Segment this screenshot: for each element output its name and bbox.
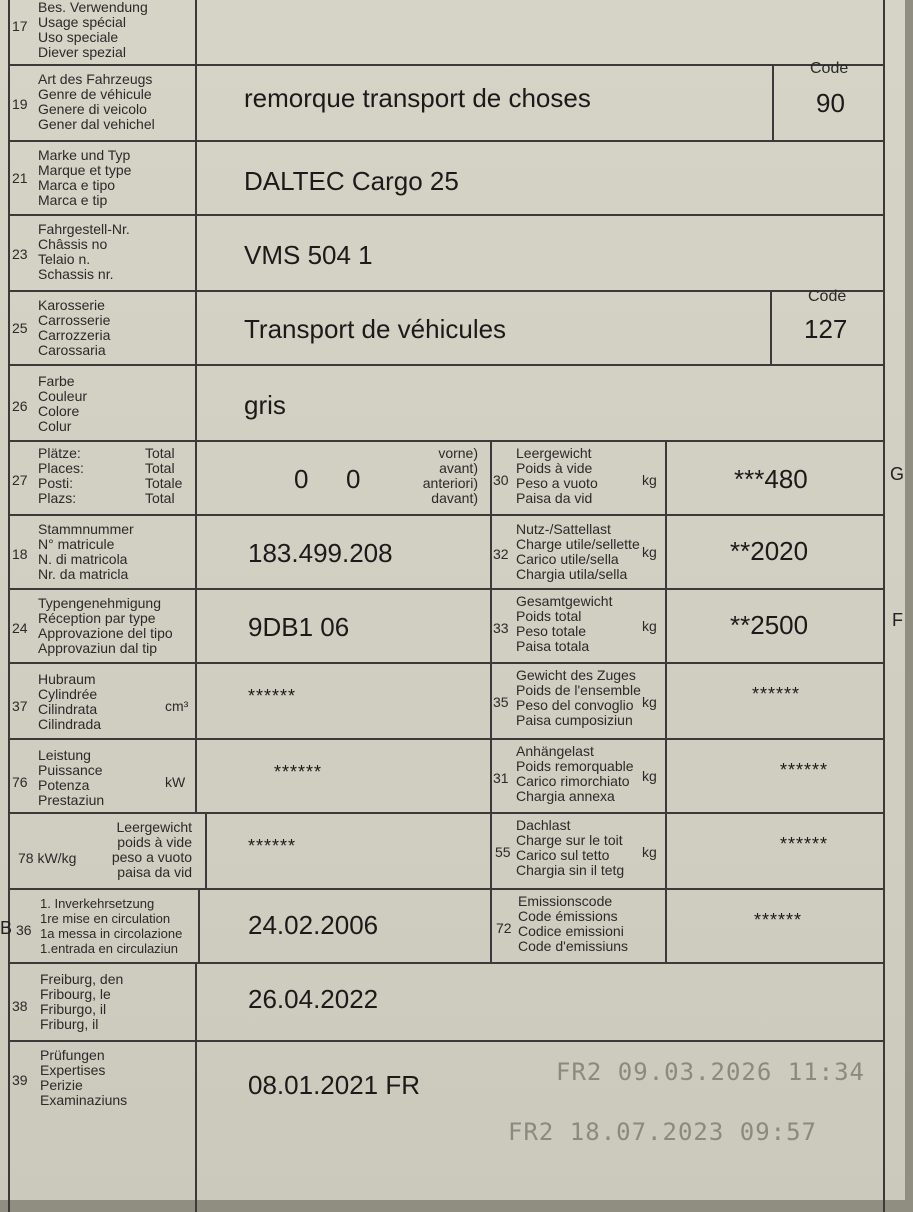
matricule-value: 183.499.208 xyxy=(248,538,393,568)
label-fr: N° matricule xyxy=(38,536,115,552)
row-matricule-payload xyxy=(8,516,885,590)
field-number: 37 xyxy=(12,698,28,714)
field-labels xyxy=(38,298,110,358)
field-number: 26 xyxy=(12,398,28,414)
field-labels xyxy=(516,668,641,728)
field-number: 19 xyxy=(12,96,28,112)
label-rm: Colur xyxy=(38,418,72,434)
field-number: 36 xyxy=(16,922,32,938)
column-divider xyxy=(490,814,492,888)
field-labels xyxy=(40,896,182,956)
label-de: Emissionscode xyxy=(518,893,613,909)
emissions-code-value: ****** xyxy=(754,910,803,930)
label-rm: Code d'emissiuns xyxy=(518,938,629,954)
label-rm: Diever spezial xyxy=(38,44,126,60)
issue-date-value: 26.04.2022 xyxy=(248,984,379,1014)
field-number: 39 xyxy=(12,1072,28,1088)
field-labels xyxy=(38,522,134,582)
field-labels xyxy=(38,672,101,732)
roof-load-value: ****** xyxy=(780,834,829,854)
column-divider xyxy=(490,890,492,962)
label-rm: Paisa cumposiziun xyxy=(516,712,633,728)
column-divider xyxy=(195,590,197,662)
row-type-approval-total-weight xyxy=(8,590,885,664)
trailer-load-value: ****** xyxy=(780,760,829,780)
field-labels xyxy=(38,748,104,808)
field-labels xyxy=(516,744,634,804)
label-fr: Code émissions xyxy=(518,908,618,924)
column-divider xyxy=(195,66,197,140)
inspection-stamp-older: FR2 18.07.2023 09:57 xyxy=(508,1118,817,1146)
label-rm: Approvaziun dal tip xyxy=(38,640,158,656)
field-labels xyxy=(516,818,624,878)
unit-kw: kW xyxy=(165,774,186,790)
code-divider xyxy=(770,292,772,364)
row-make-model xyxy=(8,142,885,216)
label-it: Peso del convoglio xyxy=(516,697,634,713)
column-divider xyxy=(195,442,197,514)
row-seats-empty-weight xyxy=(8,442,885,516)
field-number: 27 xyxy=(12,472,28,488)
column-divider xyxy=(490,516,492,588)
label-it: Carrozzeria xyxy=(38,327,111,343)
power-ratio-value: ****** xyxy=(248,836,297,856)
vehicle-type-value: remorque transport de choses xyxy=(244,83,591,113)
front-fr: avant) xyxy=(439,460,478,476)
field-number: 33 xyxy=(493,620,509,636)
row-power-trailer-load xyxy=(8,740,885,814)
field-labels xyxy=(38,222,130,282)
front-labels xyxy=(398,446,478,506)
label-rm: Cilindrada xyxy=(38,716,102,732)
label-rm: Prestaziun xyxy=(38,792,105,808)
label-rm: Marca e tip xyxy=(38,192,108,208)
label-it: Peso a vuoto xyxy=(516,475,598,491)
label-it: Potenza xyxy=(38,777,90,793)
total-labels xyxy=(145,446,182,506)
label-fr: Usage spécial xyxy=(38,14,126,30)
label-fr: 1re mise en circulation xyxy=(40,911,171,926)
label-fr: Expertises xyxy=(40,1062,106,1078)
label-rm: Chargia sin il tetg xyxy=(516,862,625,878)
row-displacement-train-weight xyxy=(8,664,885,740)
label-de: Hubraum xyxy=(38,671,96,687)
label-it: Uso speciale xyxy=(38,29,119,45)
label-it: Telaio n. xyxy=(38,251,91,267)
label-rm: Plazs: xyxy=(38,490,77,506)
field-labels xyxy=(40,972,123,1032)
field-labels xyxy=(38,0,148,60)
front-it: anteriori) xyxy=(422,475,478,491)
make-model-value: DALTEC Cargo 25 xyxy=(244,166,459,196)
type-approval-value: 9DB1 06 xyxy=(248,612,350,642)
label-it: N. di matricola xyxy=(38,551,128,567)
label-fr: Fribourg, le xyxy=(40,986,111,1002)
column-divider xyxy=(195,964,197,1040)
label-fr: Carrosserie xyxy=(38,312,111,328)
label-it: peso a vuoto xyxy=(111,849,192,865)
label-de: Leergewicht xyxy=(116,819,192,835)
total-weight-value: **2500 xyxy=(730,610,809,640)
column-divider xyxy=(195,1042,197,1212)
unit-kg: kg xyxy=(642,618,657,634)
label-rm: Paisa da vid xyxy=(516,490,593,506)
row-body xyxy=(8,288,885,366)
label-it: Friburgo, il xyxy=(40,1001,107,1017)
column-divider xyxy=(490,740,492,812)
label-it: Marca e tipo xyxy=(38,177,116,193)
label-de: Fahrgestell-Nr. xyxy=(38,221,130,237)
field-labels xyxy=(516,522,640,582)
label-rm: Gener dal vehichel xyxy=(38,116,155,132)
label-it: Approvazione del tipo xyxy=(38,625,173,641)
field-number: 35 xyxy=(493,694,509,710)
field-number: 23 xyxy=(12,246,28,262)
label-fr: Marque et type xyxy=(38,162,132,178)
field-labels xyxy=(516,594,612,654)
empty-weight-value: ***480 xyxy=(734,464,808,494)
first-registration-value: 24.02.2006 xyxy=(248,910,379,940)
row-color xyxy=(8,366,885,442)
field-labels xyxy=(38,596,173,656)
label-de: Art des Fahrzeugs xyxy=(38,71,153,87)
inspection-value: 08.01.2021 FR xyxy=(248,1070,421,1100)
label-de: Freiburg, den xyxy=(40,971,124,987)
column-divider xyxy=(195,216,197,290)
label-de: Prüfungen xyxy=(40,1047,105,1063)
label-fr: Couleur xyxy=(38,388,88,404)
color-value: gris xyxy=(244,390,286,420)
field-labels xyxy=(518,894,628,954)
label-de: Gewicht des Zuges xyxy=(516,667,636,683)
label-it: Genere di veicolo xyxy=(38,101,147,117)
label-de: Karosserie xyxy=(38,297,105,313)
column-divider xyxy=(490,664,492,738)
row-power-ratio-roof-load xyxy=(8,814,885,890)
label-rm: Chargia utila/sella xyxy=(516,566,628,582)
code-value: 90 xyxy=(816,88,845,118)
column-divider xyxy=(665,814,667,888)
field-number: 55 xyxy=(495,844,511,860)
column-divider xyxy=(198,890,200,962)
column-divider xyxy=(665,664,667,738)
label-rm: paisa da vid xyxy=(117,864,192,880)
code-label: Code xyxy=(808,288,847,305)
seats-front-value: 0 xyxy=(346,464,361,494)
total-fr: Total xyxy=(145,460,175,476)
label-it: Carico rimorchiato xyxy=(516,773,630,789)
total-it: Totale xyxy=(145,475,183,491)
label-it: Carico sul tetto xyxy=(516,847,610,863)
label-fr: Charge utile/sellette xyxy=(516,536,640,552)
unit-cm3: cm³ xyxy=(165,698,189,714)
label-fr: Poids remorquable xyxy=(516,758,634,774)
row-first-registration-emissions xyxy=(8,890,885,964)
field-number: 32 xyxy=(493,546,509,562)
code-divider xyxy=(772,66,774,140)
field-labels xyxy=(106,820,192,880)
field-number: 38 xyxy=(12,998,28,1014)
column-divider xyxy=(195,0,197,64)
column-divider xyxy=(665,590,667,662)
column-divider xyxy=(665,740,667,812)
column-divider xyxy=(195,292,197,364)
payload-value: **2020 xyxy=(730,536,809,566)
column-divider xyxy=(195,664,197,738)
label-de: Bes. Verwendung xyxy=(38,0,148,15)
column-divider xyxy=(490,590,492,662)
field-number: 72 xyxy=(496,920,512,936)
label-de: Anhängelast xyxy=(516,743,594,759)
label-de: Dachlast xyxy=(516,817,571,833)
field-number: 17 xyxy=(12,18,28,34)
label-fr: Poids total xyxy=(516,608,582,624)
margin-letter-b: B xyxy=(0,918,13,938)
code-label: Code xyxy=(810,60,849,77)
body-value: Transport de véhicules xyxy=(244,314,507,344)
column-divider xyxy=(665,442,667,514)
label-rm: Nr. da matricla xyxy=(38,566,129,582)
label-rm: Friburg, il xyxy=(40,1016,99,1032)
total-de: Total xyxy=(145,445,175,461)
column-divider xyxy=(205,814,207,888)
unit-kg: kg xyxy=(642,472,657,488)
label-de: Nutz-/Sattellast xyxy=(516,521,611,537)
margin-letter-g: G xyxy=(890,464,905,484)
column-divider xyxy=(195,366,197,440)
row-special-usage xyxy=(8,0,885,66)
field-labels xyxy=(516,446,598,506)
displacement-value: ****** xyxy=(248,686,297,706)
row-issue-date xyxy=(8,964,885,1042)
total-rm: Total xyxy=(145,490,175,506)
label-it: Posti: xyxy=(38,475,74,491)
field-labels xyxy=(38,72,155,132)
field-number: 76 xyxy=(12,774,28,790)
label-fr: Places: xyxy=(38,460,84,476)
column-divider xyxy=(195,516,197,588)
label-de: Marke und Typ xyxy=(38,147,131,163)
label-de: Gesamtgewicht xyxy=(516,593,613,609)
label-fr: Châssis no xyxy=(38,236,108,252)
label-it: Colore xyxy=(38,403,80,419)
field-number: 18 xyxy=(12,546,28,562)
label-fr: Charge sur le toit xyxy=(516,832,623,848)
label-de: Farbe xyxy=(38,373,75,389)
label-fr: Cylindrée xyxy=(38,686,98,702)
label-it: Codice emissioni xyxy=(518,923,624,939)
field-labels xyxy=(38,148,131,208)
column-divider xyxy=(195,740,197,812)
label-de: Leistung xyxy=(38,747,91,763)
front-rm: davant) xyxy=(431,490,478,506)
front-de: vorne) xyxy=(438,445,478,461)
label-it: Perizie xyxy=(40,1077,83,1093)
column-divider xyxy=(490,442,492,514)
power-value: ****** xyxy=(274,762,323,782)
label-fr: poids à vide xyxy=(117,834,192,850)
label-fr: Réception par type xyxy=(38,610,156,626)
label-fr: Poids de l'ensemble xyxy=(516,682,641,698)
label-rm: 1.entrada en circulaziun xyxy=(40,941,179,956)
field-number: 25 xyxy=(12,320,28,336)
label-rm: Chargia annexa xyxy=(516,788,615,804)
row-chassis xyxy=(8,216,885,292)
unit-kg: kg xyxy=(642,694,657,710)
label-de: 1. Inverkehrsetzung xyxy=(40,896,155,911)
label-fr: Puissance xyxy=(38,762,103,778)
label-rm: Examinaziuns xyxy=(40,1092,128,1108)
label-it: Cilindrata xyxy=(38,701,98,717)
field-labels xyxy=(38,446,84,506)
label-de: Leergewicht xyxy=(516,445,592,461)
unit-kg: kg xyxy=(642,844,657,860)
inspection-stamp-recent: FR2 09.03.2026 11:34 xyxy=(556,1058,865,1086)
field-number: 24 xyxy=(12,620,28,636)
label-fr: Poids à vide xyxy=(516,460,593,476)
label-rm: Paisa totala xyxy=(516,638,590,654)
code-value: 127 xyxy=(804,314,848,344)
field-number: 21 xyxy=(12,170,28,186)
unit-kg: kg xyxy=(642,768,657,784)
field-number: 78 kW/kg xyxy=(18,850,77,866)
label-rm: Schassis nr. xyxy=(38,266,114,282)
label-it: Carico utile/sella xyxy=(516,551,619,567)
field-labels xyxy=(38,374,87,434)
field-labels xyxy=(40,1048,127,1108)
seats-total-value: 0 xyxy=(294,464,309,494)
label-de: Stammnummer xyxy=(38,521,134,537)
field-number: 30 xyxy=(493,472,509,488)
unit-kg: kg xyxy=(642,544,657,560)
label-rm: Carossaria xyxy=(38,342,106,358)
column-divider xyxy=(665,890,667,962)
label-it: 1a messa in circolazione xyxy=(40,926,183,941)
margin-letter-f: F xyxy=(892,610,903,630)
label-de: Plätze: xyxy=(38,445,81,461)
label-fr: Genre de véhicule xyxy=(38,86,152,102)
row-vehicle-type xyxy=(8,60,885,142)
label-de: Typengenehmigung xyxy=(38,595,161,611)
chassis-value: VMS 504 1 xyxy=(244,240,373,270)
column-divider xyxy=(665,516,667,588)
label-it: Peso totale xyxy=(516,623,587,639)
column-divider xyxy=(195,142,197,214)
train-weight-value: ****** xyxy=(752,684,801,704)
field-number: 31 xyxy=(493,770,509,786)
